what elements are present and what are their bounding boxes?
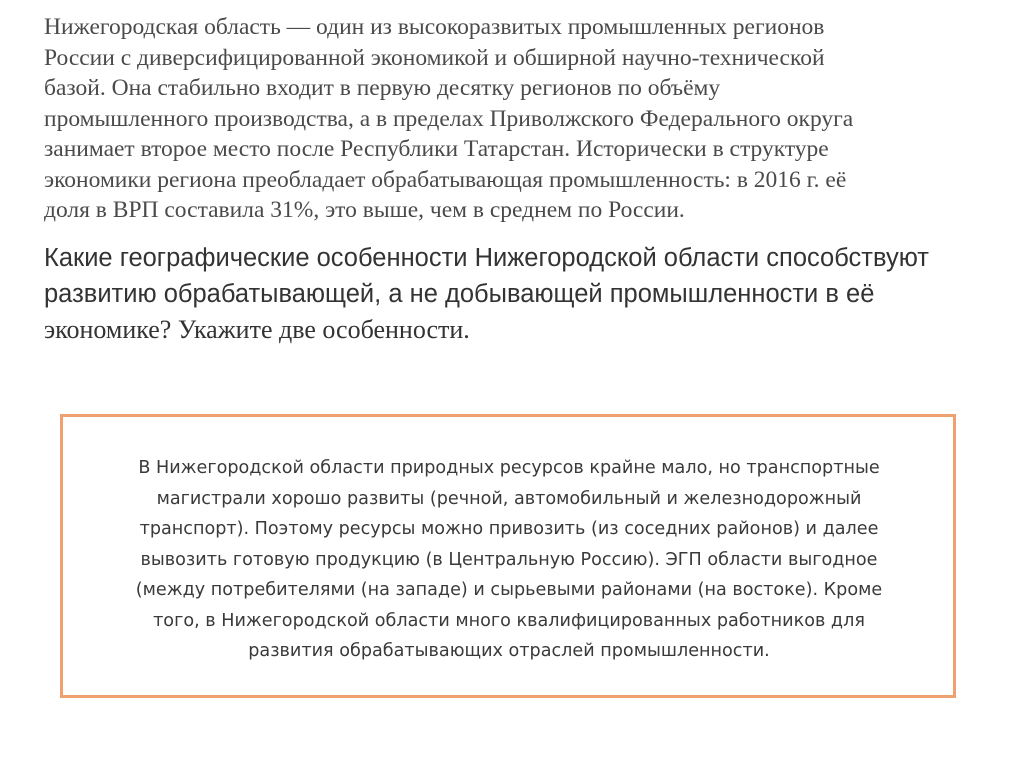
intro-paragraph: Нижегородская область — один из высокоразвитых промышленных регионов России с диверсифицированной экономикой и обширной научно-технической базой. Она стабильно входит в первую десятку регионов по объёму промышленного производства, а в пределах Приволжского Федерального округа занимает второе место после Республики Татарстан. Исторически в структуре экономики региона преобладает обрабатывающая промышленность: в 2016 г. её доля в ВРП составила 31%, это выше, чем в среднем по России. (44, 14, 854, 223)
question-last-line: экономике? Укажите две особенности. (44, 315, 470, 344)
question-paragraph (44, 240, 984, 348)
answer-box (60, 414, 956, 698)
question-text: Какие географические особенности Нижегородской области способствуют развитию обрабатывающей, а не добывающей промышленности в её (44, 244, 929, 308)
answer-text: В Нижегородской области природных ресурсов крайне мало, но транспортные магистрали хорошо развиты (речной, автомобильный и железнодорожный транспорт). Поэтому ресурсы можно привозить (из соседних районов) и далее вывозить готовую продукцию (в Центральную Россию). ЭГП области выгодное (между потребителями (на западе) и сырьевыми районами (на востоке). Кроме того, в Нижегородской области много квалифицированных работников для развития обрабатывающих отраслей промышленности. (135, 458, 883, 661)
